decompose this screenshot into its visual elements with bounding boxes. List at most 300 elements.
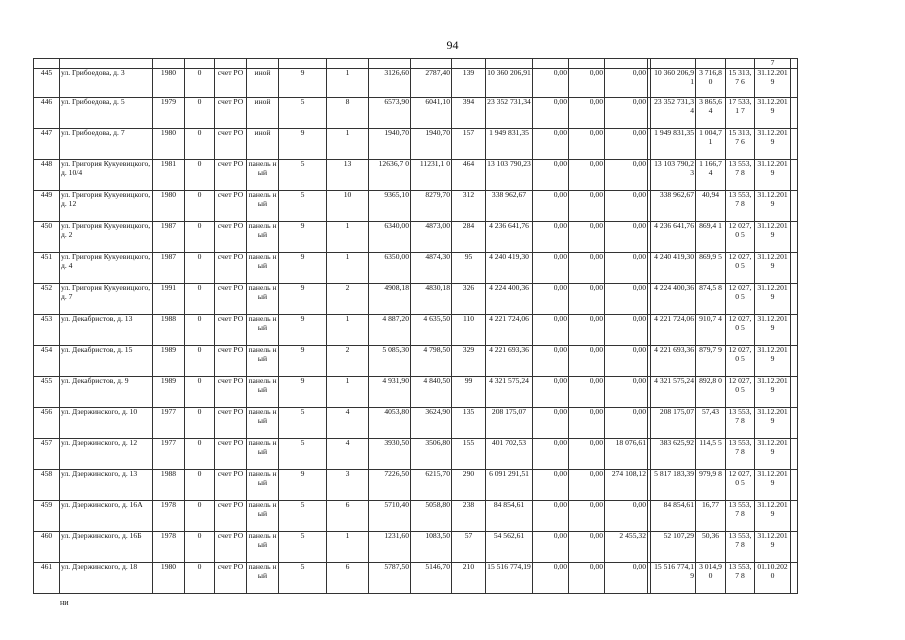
table-cell: 274 108,12 [605,470,648,501]
table-cell: 1231,60 [369,532,411,563]
table-cell: 54 562,61 [486,532,533,563]
table-cell [726,59,755,69]
table-cell: 31.12.201 9 [755,284,791,315]
table-cell: 4873,00 [411,222,452,253]
table-cell-spacer [791,129,798,160]
table-cell: 31.12.201 9 [755,98,791,129]
table-cell: 0,00 [569,160,605,191]
table-cell: панель ный [247,346,279,377]
table-cell: 0,00 [569,253,605,284]
table-cell: ул. Декабристов, д. 13 [60,315,153,346]
table-cell: 110 [452,315,486,346]
table-cell: 2787,40 [411,69,452,98]
table-cell: 9 [279,284,327,315]
table-cell: счет РО [215,501,247,532]
table-cell: 452 [34,284,60,315]
table-cell: 0,00 [533,532,569,563]
table-cell: панель ный [247,563,279,594]
table-row [34,532,798,563]
table-cell: 0,00 [569,532,605,563]
table-cell: 4830,18 [411,284,452,315]
table-cell: 1978 [153,501,185,532]
table-cell: 0,00 [533,253,569,284]
table-cell: 0 [185,377,215,408]
table-cell: 31.12.201 9 [755,253,791,284]
table-cell: 338 962,67 [651,191,696,222]
table-cell: 464 [452,160,486,191]
table-cell: 0,00 [533,439,569,470]
table-cell: 1 [327,129,369,160]
table-cell: 1 [327,532,369,563]
table-row [34,129,798,160]
table-cell: 208 175,07 [651,408,696,439]
table-cell: 0,00 [533,284,569,315]
footer-mark: ни [60,598,69,607]
table-cell: 208 175,07 [486,408,533,439]
table-cell [569,59,605,69]
table-cell: 0 [185,222,215,253]
table-row [34,346,798,377]
table-row [34,315,798,346]
table-cell: 155 [452,439,486,470]
table-cell-spacer [791,439,798,470]
table-cell: панель ный [247,439,279,470]
table-cell [185,59,215,69]
table-cell: 6350,00 [369,253,411,284]
table-cell: 0 [185,253,215,284]
table-cell-spacer [791,222,798,253]
table-cell: 31.12.201 9 [755,222,791,253]
table-cell: 13 553,7 8 [726,501,755,532]
table-cell: 4053,80 [369,408,411,439]
table-cell: 4 931,90 [369,377,411,408]
table-cell: 0,00 [569,439,605,470]
table-cell: счет РО [215,129,247,160]
table-cell: 0,00 [605,98,648,129]
table-cell-spacer [791,284,798,315]
table-cell: 5058,80 [411,501,452,532]
table-cell: 12 027,0 5 [726,470,755,501]
table-cell: иной [247,69,279,98]
table-cell: 454 [34,346,60,377]
table-cell: 0,00 [569,129,605,160]
table-cell: 12636,7 0 [369,160,411,191]
table-cell: 383 625,92 [651,439,696,470]
table-cell [34,59,60,69]
table-cell: 238 [452,501,486,532]
table-cell: 329 [452,346,486,377]
table-cell: 6215,70 [411,470,452,501]
table-cell: 31.12.201 9 [755,501,791,532]
table-cell: 451 [34,253,60,284]
table-cell [153,59,185,69]
table-cell: 4 224 400,36 [486,284,533,315]
page-number: 94 [446,38,459,52]
table-cell: 31.12.201 9 [755,315,791,346]
table-cell: 13 553,7 8 [726,439,755,470]
table-row [34,470,798,501]
table-cell: панель ный [247,222,279,253]
table-cell: ул. Дзержинского, д. 13 [60,470,153,501]
table-cell-spacer [791,160,798,191]
table-cell: счет РО [215,563,247,594]
table-cell: 1980 [153,191,185,222]
table-cell: 5146,70 [411,563,452,594]
table-cell: 0,00 [605,284,648,315]
table-cell: 3 014,9 0 [696,563,726,594]
table-cell: 461 [34,563,60,594]
table-cell [327,59,369,69]
table-cell: 13 103 790,23 [486,160,533,191]
table-cell: 869,4 1 [696,222,726,253]
table-cell: 5 [279,98,327,129]
table-cell: 9 [279,129,327,160]
table-cell: 12 027,0 5 [726,377,755,408]
table-cell: 0,00 [605,129,648,160]
table-cell: панель ный [247,532,279,563]
table-cell: 31.12.201 9 [755,532,791,563]
table-cell: счет РО [215,346,247,377]
table-cell: 0,00 [569,470,605,501]
table-cell: 338 962,67 [486,191,533,222]
table-cell: 4908,18 [369,284,411,315]
table-cell: 6 [327,501,369,532]
table-cell-spacer [791,470,798,501]
table-cell [696,59,726,69]
table-cell: 312 [452,191,486,222]
table-cell-spacer [791,532,798,563]
table-cell: 3624,90 [411,408,452,439]
table-cell: 18 076,61 [605,439,648,470]
table-cell [533,59,569,69]
table-cell: 0,00 [533,222,569,253]
table-cell: 0,00 [533,315,569,346]
table-cell: 979,9 8 [696,470,726,501]
table-cell [452,59,486,69]
table-cell: ул. Григория Кукуевицкого, д. 4 [60,253,153,284]
table-cell: 0,00 [605,191,648,222]
table-cell: 5 [279,563,327,594]
table-cell: 13 553,7 8 [726,408,755,439]
table-cell: панель ный [247,253,279,284]
table-cell: 1988 [153,315,185,346]
table-cell: 3126,60 [369,69,411,98]
table-cell: 1 [327,315,369,346]
table-cell: 50,36 [696,532,726,563]
table-cell: ул. Декабристов, д. 15 [60,346,153,377]
table-cell: 139 [452,69,486,98]
table-cell: 1940,70 [369,129,411,160]
table-cell [605,59,648,69]
table-cell: 99 [452,377,486,408]
table-cell: 0,00 [533,191,569,222]
table-cell: 1 [327,377,369,408]
table-cell: 1 166,7 4 [696,160,726,191]
table-cell: 9 [279,222,327,253]
table-row [34,160,798,191]
table-cell: 114,5 5 [696,439,726,470]
table-cell: 12 027,0 5 [726,315,755,346]
table-cell: 0,00 [569,315,605,346]
table-cell: 84 854,61 [486,501,533,532]
table-cell: 445 [34,69,60,98]
table-cell: 0,00 [569,222,605,253]
table-row [34,377,798,408]
table-cell: 0,00 [533,160,569,191]
table-cell: 910,7 4 [696,315,726,346]
table-cell: 15 516 774,19 [486,563,533,594]
table-cell: 0 [185,315,215,346]
table-cell-spacer [791,98,798,129]
table-cell: панель ный [247,191,279,222]
table-cell: 0,00 [605,408,648,439]
table-cell: 1 004,7 1 [696,129,726,160]
table-cell: 0,00 [533,563,569,594]
table-cell: 326 [452,284,486,315]
table-cell: 1977 [153,408,185,439]
table-cell: 5 [279,160,327,191]
table-cell [791,59,798,69]
table-cell: 8279,70 [411,191,452,222]
table-cell: панель ный [247,408,279,439]
table-cell: 1987 [153,222,185,253]
table-cell: 4 635,50 [411,315,452,346]
table-cell: 0,00 [605,160,648,191]
table-cell: ул. Дзержинского, д. 16Б [60,532,153,563]
table-cell: ул. Григория Кукуевицкого, д. 7 [60,284,153,315]
table-cell: 0 [185,98,215,129]
table-cell: 12 027,0 5 [726,284,755,315]
table-cell [486,59,533,69]
table-cell: 4 887,20 [369,315,411,346]
table-cell: 1940,70 [411,129,452,160]
table-cell: ул. Григория Кукуевицкого, д. 10/4 [60,160,153,191]
table-cell: 9 [279,346,327,377]
table-cell: счет РО [215,191,247,222]
table-cell: 5 [279,532,327,563]
table-cell: 6340,00 [369,222,411,253]
table-row [34,222,798,253]
table-cell: счет РО [215,377,247,408]
table-row [34,253,798,284]
table-cell: 0 [185,532,215,563]
table-cell: 4 221 693,36 [486,346,533,377]
table-cell: 31.12.201 9 [755,129,791,160]
table-cell: 892,8 0 [696,377,726,408]
table-row [34,439,798,470]
table-cell: 7226,50 [369,470,411,501]
table-cell: 13 553,7 8 [726,160,755,191]
table-cell: 3930,50 [369,439,411,470]
table-cell: 0,00 [533,470,569,501]
table-cell: 13 553,7 8 [726,532,755,563]
table-cell: 7 [755,59,791,69]
table-cell: панель ный [247,501,279,532]
table-cell: 31.12.201 9 [755,69,791,98]
table-cell: 0,00 [605,346,648,377]
table-cell: 157 [452,129,486,160]
table-cell: 12 027,0 5 [726,346,755,377]
table-cell: 0,00 [569,284,605,315]
table-cell: 12 027,0 5 [726,253,755,284]
table-cell: 1977 [153,439,185,470]
table-cell: 1 949 831,35 [486,129,533,160]
table-cell: 57 [452,532,486,563]
table-cell: 31.12.201 9 [755,439,791,470]
table-cell: 135 [452,408,486,439]
table-cell: 31.12.201 9 [755,191,791,222]
table-cell: 13 103 790,23 [651,160,696,191]
table-cell: 449 [34,191,60,222]
table-cell: 4 321 575,24 [651,377,696,408]
table-cell: 0,00 [569,69,605,98]
table-cell: 4 798,50 [411,346,452,377]
table-cell: 4 221 693,36 [651,346,696,377]
table-cell: 16,77 [696,501,726,532]
table-cell: 0,00 [605,253,648,284]
table-cell: ул. Дзержинского, д. 12 [60,439,153,470]
table-cell: 5710,40 [369,501,411,532]
table-cell: ул. Дзержинского, д. 18 [60,563,153,594]
table-cell: 1978 [153,532,185,563]
table-cell: счет РО [215,408,247,439]
table-cell: 10 360 206,91 [486,69,533,98]
table-row [34,563,798,594]
table-cell: 6 091 291,51 [486,470,533,501]
table-cell: 3 865,6 4 [696,98,726,129]
table-cell: 1083,50 [411,532,452,563]
table-cell: иной [247,98,279,129]
table-cell: 1980 [153,69,185,98]
table-cell: 0,00 [569,563,605,594]
table-cell: 1981 [153,160,185,191]
table-cell: 31.12.201 9 [755,377,791,408]
table-cell: 17 533,1 7 [726,98,755,129]
table-cell: 0,00 [533,346,569,377]
table-cell [247,59,279,69]
table-cell: 1987 [153,253,185,284]
table-cell: 4 240 419,30 [651,253,696,284]
table-cell: 210 [452,563,486,594]
table-cell-spacer [791,408,798,439]
table-cell: 4 321 575,24 [486,377,533,408]
table-cell: 0 [185,160,215,191]
table-cell: ул. Декабристов, д. 9 [60,377,153,408]
table-cell: 23 352 731,34 [651,98,696,129]
table-cell: счет РО [215,470,247,501]
table-cell: 448 [34,160,60,191]
table-cell: 0,00 [605,563,648,594]
table-cell: 2 [327,284,369,315]
table-row [34,191,798,222]
table-body [34,59,798,594]
table-cell: 0,00 [605,377,648,408]
table-cell: 874,5 8 [696,284,726,315]
table-cell [369,59,411,69]
table-cell-spacer [791,346,798,377]
table-cell: 0,00 [533,377,569,408]
table-cell: 2 [327,346,369,377]
table-cell: 0 [185,439,215,470]
table-cell: 0,00 [605,315,648,346]
table-cell: панель ный [247,377,279,408]
table-cell: 5 [279,191,327,222]
table-cell: 6 [327,563,369,594]
table-cell: панель ный [247,284,279,315]
table-cell: 394 [452,98,486,129]
table-row [34,501,798,532]
table-cell: 1980 [153,129,185,160]
table-cell: счет РО [215,98,247,129]
table-cell [215,59,247,69]
table-cell: 869,9 5 [696,253,726,284]
table-cell: 0,00 [533,408,569,439]
table-cell: 5 [279,408,327,439]
table-cell: 0 [185,284,215,315]
table-cell: 4 [327,439,369,470]
table-cell: панель ный [247,470,279,501]
table-cell: 0,00 [533,501,569,532]
table-cell: счет РО [215,222,247,253]
table-cell: 1 [327,222,369,253]
table-cell: 0,00 [569,501,605,532]
table-cell: 0,00 [569,346,605,377]
table-cell: 5 817 183,39 [651,470,696,501]
table-cell: 31.12.201 9 [755,470,791,501]
table-row [34,284,798,315]
table-cell: 4874,30 [411,253,452,284]
housing-register-table [33,58,798,594]
table-cell: 11231,1 0 [411,160,452,191]
table-cell: 31.12.201 9 [755,160,791,191]
table-cell: 0,00 [605,501,648,532]
table-cell: 4 224 400,36 [651,284,696,315]
table-cell: счет РО [215,284,247,315]
table-cell-spacer [791,253,798,284]
table-cell: 450 [34,222,60,253]
table-cell: 8 [327,98,369,129]
table-cell: 13 553,7 8 [726,191,755,222]
table-cell: 1980 [153,563,185,594]
table-cell: 0 [185,191,215,222]
table-cell: 1988 [153,470,185,501]
table-cell: 0,00 [569,408,605,439]
table-cell: 4 236 641,76 [486,222,533,253]
table-cell: 95 [452,253,486,284]
table-cell: 9 [279,377,327,408]
table-row [34,98,798,129]
table-cell: 2 455,32 [605,532,648,563]
table-cell: 3506,80 [411,439,452,470]
table-cell: панель ный [247,160,279,191]
table-cell: 5787,50 [369,563,411,594]
table-cell [651,59,696,69]
table-cell: 457 [34,439,60,470]
table-cell: 12 027,0 5 [726,222,755,253]
table-cell: 4 240 419,30 [486,253,533,284]
table-cell: 13 [327,160,369,191]
table-cell: 455 [34,377,60,408]
table-cell: 10 360 206,91 [651,69,696,98]
table-cell: 0,00 [605,222,648,253]
table-cell: 0,00 [569,98,605,129]
table-cell: 1979 [153,98,185,129]
table-cell: 57,43 [696,408,726,439]
table-cell-spacer [791,315,798,346]
table-cell: 1989 [153,346,185,377]
table-cell: 0 [185,69,215,98]
table-cell: 9 [279,253,327,284]
